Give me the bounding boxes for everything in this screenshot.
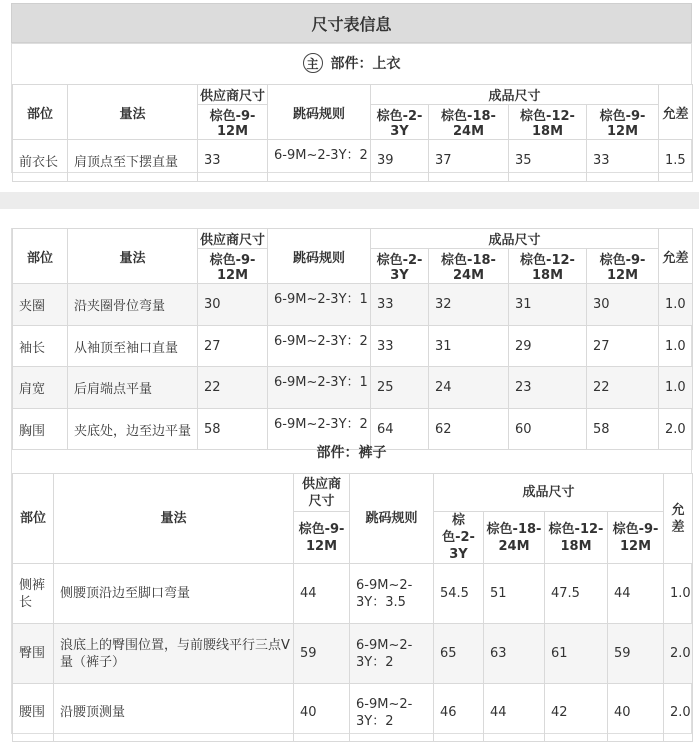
header-finished-col: 棕色-2-3Y xyxy=(434,512,484,564)
cell-size: 44 xyxy=(608,564,664,624)
cell-method: 浪底上的臀围位置，与前腰线平行三点V量（裤子） xyxy=(54,624,294,684)
cell-size: 61 xyxy=(545,624,608,684)
table-row xyxy=(13,326,693,367)
cell-supplier: 58 xyxy=(198,409,268,450)
cell-size: 37 xyxy=(429,140,509,182)
header-finished-col: 棕色-18-24M xyxy=(484,512,545,564)
cell-method: 夹底处，边至边平量 xyxy=(68,409,198,450)
cell-size: 29 xyxy=(509,326,587,367)
top-size-table xyxy=(12,84,693,182)
cell-size: 32 xyxy=(429,284,509,326)
header-supplier-col: 棕色-9-12M xyxy=(198,249,268,284)
cell-supplier: 27 xyxy=(198,326,268,367)
cell-rule: 6-9M~2-3Y：2 xyxy=(268,409,371,450)
cell-part: 袖长 xyxy=(13,326,68,367)
header-supplier-size: 供应商尺寸 xyxy=(198,85,268,105)
cell-part: 腰围 xyxy=(13,684,54,742)
cell-rule: 6-9M~2-3Y：1 xyxy=(268,284,371,326)
table-row xyxy=(13,684,693,742)
header-part: 部位 xyxy=(13,229,68,284)
header-finished-col: 棕色-12-18M xyxy=(509,105,587,140)
cell-rule: 6-9M~2-3Y：2 xyxy=(350,684,434,742)
cell-size: 51 xyxy=(484,564,545,624)
cell-size: 54.5 xyxy=(434,564,484,624)
cell-size: 24 xyxy=(429,367,509,409)
cell-supplier: 30 xyxy=(198,284,268,326)
cell-part: 侧裤长 xyxy=(13,564,54,624)
cell-size: 63 xyxy=(484,624,545,684)
header-finished-col: 棕色-9-12M xyxy=(587,249,659,284)
header-part: 部位 xyxy=(13,474,54,564)
top-size-table-continued xyxy=(12,228,693,450)
cell-size: 25 xyxy=(371,367,429,409)
cell-size: 33 xyxy=(371,284,429,326)
cell-part: 臀围 xyxy=(13,624,54,684)
header-finished-col: 棕色-9-12M xyxy=(608,512,664,564)
main-marker-icon: 主 xyxy=(303,53,323,73)
header-finished-size: 成品尺寸 xyxy=(434,474,664,512)
header-finished-size: 成品尺寸 xyxy=(371,85,659,105)
table-row xyxy=(13,624,693,684)
cell-size: 22 xyxy=(587,367,659,409)
cell-part: 前衣长 xyxy=(13,140,68,182)
header-supplier-size: 供应商尺寸 xyxy=(198,229,268,249)
cell-size: 58 xyxy=(587,409,659,450)
cell-size: 35 xyxy=(509,140,587,182)
cell-supplier: 59 xyxy=(294,624,350,684)
cell-tolerance: 2.0 xyxy=(659,409,693,450)
header-finished-col: 棕色-2-3Y xyxy=(371,249,429,284)
cell-size: 33 xyxy=(587,140,659,182)
cell-tolerance: 1.0 xyxy=(659,284,693,326)
header-tolerance: 允差 xyxy=(659,229,693,284)
cell-tolerance: 2.0 xyxy=(664,624,693,684)
cell-size: 65 xyxy=(434,624,484,684)
cell-size: 39 xyxy=(371,140,429,182)
header-finished-col: 棕色-12-18M xyxy=(545,512,608,564)
cell-rule: 6-9M~2-3Y：1 xyxy=(268,367,371,409)
page-title-text: 尺寸表信息 xyxy=(311,14,392,34)
bottom-size-table xyxy=(12,473,693,742)
cell-method: 后肩端点平量 xyxy=(68,367,198,409)
table-row xyxy=(13,367,693,409)
header-grading-rule: 跳码规则 xyxy=(268,229,371,284)
top-section-label: 部件：上衣 xyxy=(330,56,401,72)
cell-tolerance: 1.0 xyxy=(659,367,693,409)
cell-size: 42 xyxy=(545,684,608,742)
page-separator xyxy=(0,192,699,209)
cell-size: 31 xyxy=(429,326,509,367)
cell-tolerance: 1.0 xyxy=(664,564,693,624)
cell-supplier: 33 xyxy=(198,140,268,182)
cell-rule: 6-9M~2-3Y：2 xyxy=(350,624,434,684)
cell-size: 30 xyxy=(587,284,659,326)
cell-rule: 6-9M~2-3Y：2 xyxy=(268,140,371,182)
header-finished-col: 棕色-18-24M xyxy=(429,105,509,140)
cell-size: 47.5 xyxy=(545,564,608,624)
header-grading-rule: 跳码规则 xyxy=(350,474,434,564)
cell-size: 23 xyxy=(509,367,587,409)
table-row xyxy=(13,564,693,624)
header-tolerance: 允差 xyxy=(664,474,693,564)
cell-supplier: 40 xyxy=(294,684,350,742)
top-section-title xyxy=(11,48,692,78)
cell-tolerance: 2.0 xyxy=(664,684,693,742)
cell-size: 62 xyxy=(429,409,509,450)
header-supplier-size: 供应商尺寸 xyxy=(294,474,350,512)
cell-size: 64 xyxy=(371,409,429,450)
cell-method: 沿夹圈骨位弯量 xyxy=(68,284,198,326)
cell-size: 40 xyxy=(608,684,664,742)
cell-part: 夹圈 xyxy=(13,284,68,326)
header-tolerance: 允差 xyxy=(659,85,693,140)
header-finished-size: 成品尺寸 xyxy=(371,229,659,249)
header-part: 部位 xyxy=(13,85,68,140)
bottom-section-label: 部件：裤子 xyxy=(316,445,387,461)
header-method: 量法 xyxy=(54,474,294,564)
cell-rule: 6-9M~2-3Y：2 xyxy=(268,326,371,367)
header-finished-col: 棕色-9-12M xyxy=(587,105,659,140)
cell-method: 侧腰顶沿边至脚口弯量 xyxy=(54,564,294,624)
cell-size: 46 xyxy=(434,684,484,742)
cell-tolerance: 1.5 xyxy=(659,140,693,182)
bottom-section-title xyxy=(11,437,692,467)
cell-tolerance: 1.0 xyxy=(659,326,693,367)
cell-size: 33 xyxy=(371,326,429,367)
cell-method: 从袖顶至袖口直量 xyxy=(68,326,198,367)
header-finished-col: 棕色-18-24M xyxy=(429,249,509,284)
cell-supplier: 22 xyxy=(198,367,268,409)
table-row xyxy=(13,140,693,182)
cell-method: 沿腰顶测量 xyxy=(54,684,294,742)
header-method: 量法 xyxy=(68,229,198,284)
table-row xyxy=(13,284,693,326)
cell-method: 肩顶点至下摆直量 xyxy=(68,140,198,182)
page-title xyxy=(11,3,692,43)
header-grading-rule: 跳码规则 xyxy=(268,85,371,140)
cell-size: 31 xyxy=(509,284,587,326)
cell-size: 27 xyxy=(587,326,659,367)
cell-size: 60 xyxy=(509,409,587,450)
cell-rule: 6-9M~2-3Y：3.5 xyxy=(350,564,434,624)
header-supplier-col: 棕色-9-12M xyxy=(198,105,268,140)
header-method: 量法 xyxy=(68,85,198,140)
cell-part: 肩宽 xyxy=(13,367,68,409)
cell-size: 44 xyxy=(484,684,545,742)
cell-supplier: 44 xyxy=(294,564,350,624)
cell-size: 59 xyxy=(608,624,664,684)
header-supplier-col: 棕色-9-12M xyxy=(294,512,350,564)
cell-part: 胸围 xyxy=(13,409,68,450)
header-finished-col: 棕色-2-3Y xyxy=(371,105,429,140)
header-finished-col: 棕色-12-18M xyxy=(509,249,587,284)
